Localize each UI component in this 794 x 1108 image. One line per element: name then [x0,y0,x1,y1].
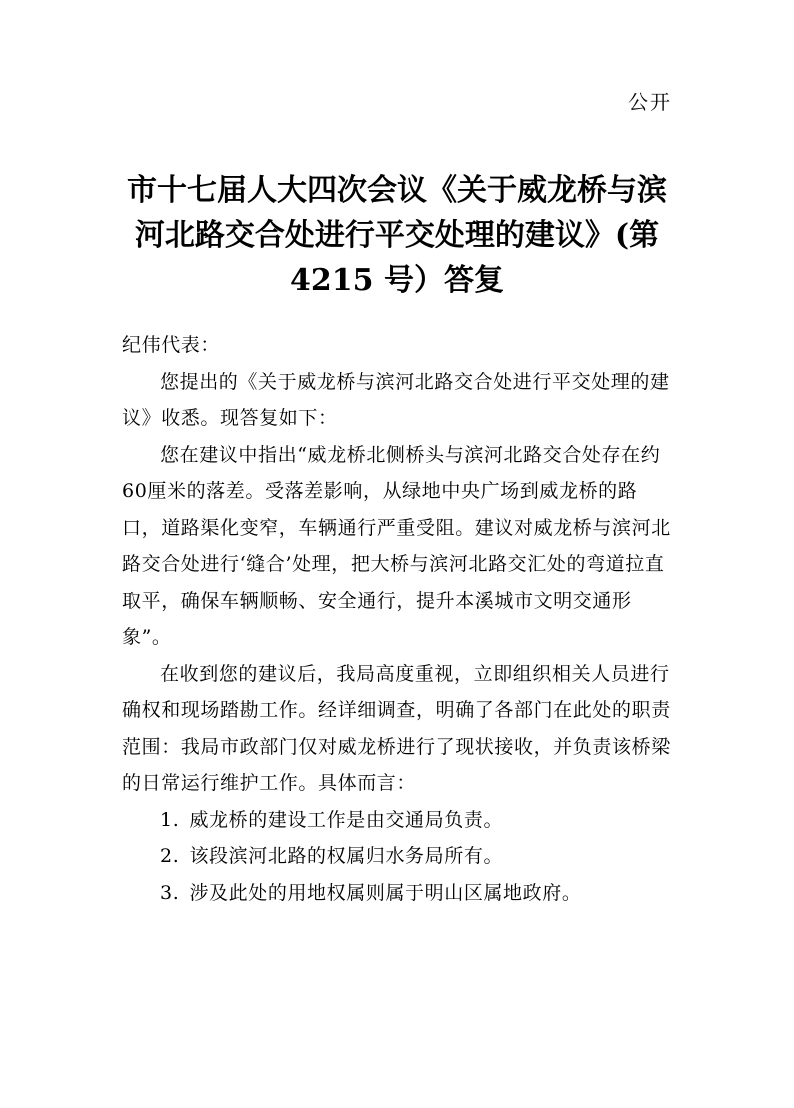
paragraph-quoted-suggestion: 您在建议中指出“威龙桥北侧桥头与滨河北路交合处存在约60厘米的落差。受落差影响，从绿地中央广场到威龙桥的路口，道路渠化变窄，车辆通行严重受阻。建议对威龙桥与滨河北路交合处进行‘缝合’处理，把大桥与滨河北路交汇处的弯道拉直取平，确保车辆顺畅、安全通行，提升本溪城市文明交通形象”。 [122,443,671,648]
document-title: 市十七届人大四次会议《关于威龙桥与滨河北路交合处进行平交处理的建议》(第 4215 号）答复 [127,173,667,298]
classification-label: 公开 [628,90,672,114]
paragraph-acknowledgement: 您提出的《关于威龙桥与滨河北路交合处进行平交处理的建议》收悉。现答复如下： [122,370,670,429]
list-item [122,838,674,875]
list-item-text: 涉及此处的用地权属则属于明山区属地政府。 [189,881,582,904]
list-item [122,802,674,839]
list-item [122,875,674,912]
list-item-text: 该段滨河北路的权属归水务局所有。 [189,845,504,867]
salutation: 纪伟代表： [122,334,221,356]
list-item-number: 2. [160,845,180,867]
list-item-text: 威龙桥的建设工作是由交通局负责。 [189,808,504,831]
list-item-number: 1. [160,808,180,831]
list-item-number: 3. [160,881,180,904]
paragraph-investigation: 在收到您的建议后，我局高度重视，立即组织相关人员进行确权和现场踏勘工作。经详细调查，明确了各部门在此处的职责范围：我局市政部门仅对威龙桥进行了现状接收，并负责该桥梁的日常运行维护工作。具体而言： [122,662,671,794]
document-body [122,327,674,911]
